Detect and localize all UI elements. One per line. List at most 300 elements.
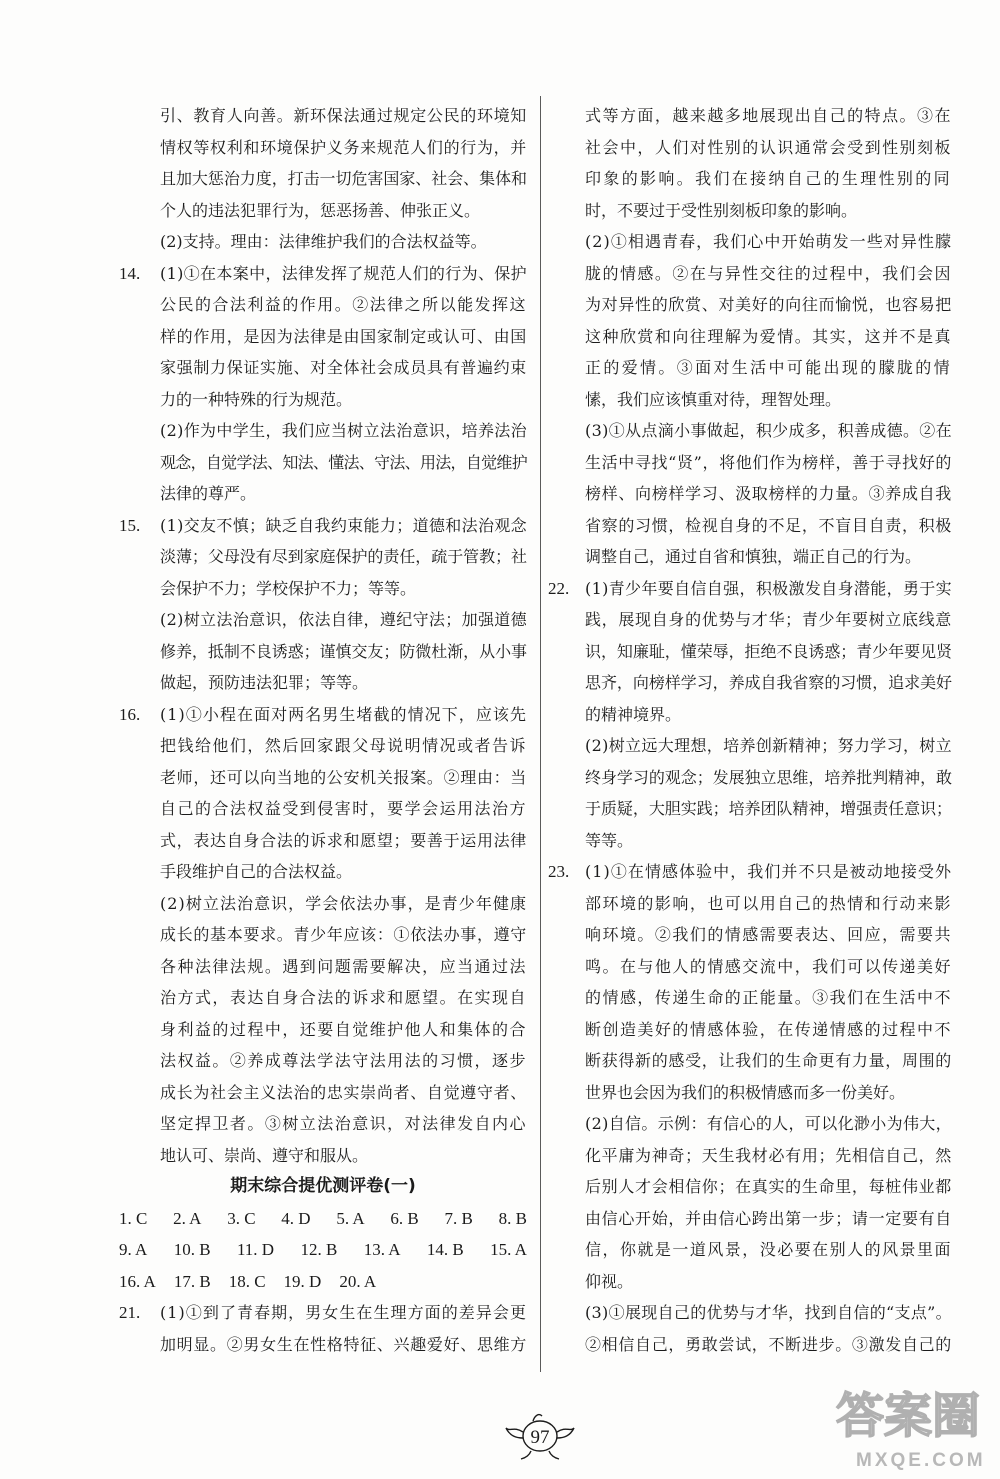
line-text-box [160,667,527,699]
line-text: (1)青少年要自信自强，积极激发自身潜能，勇于实 [585,578,952,598]
number-gutter [548,667,585,699]
number-gutter [548,1140,585,1172]
text-line [548,793,952,825]
number-gutter [548,951,585,983]
line-text-box [160,384,527,416]
text-line [119,825,527,857]
watermark-logo-text: 答案圈 [836,1388,981,1444]
line-text-box [585,289,952,321]
line-text: 地认可、崇尚、遵守和服从。 [160,1145,369,1165]
line-text-box [585,1329,952,1361]
line-text: 做起，预防违法犯罪；等等。 [160,673,369,692]
answer-item: 19. D [283,1271,322,1291]
text-line [119,258,527,290]
text-line [548,762,952,794]
answer-item: 18. C [228,1271,266,1291]
line-text-box [585,604,952,636]
line-text: 信，你就是一道风景，没必要在别人的风景里面 [585,1240,952,1259]
number-gutter [119,825,160,857]
text-line [548,1329,952,1361]
line-text-box [160,100,527,132]
line-text: 等等。 [585,830,634,850]
text-line [119,163,527,195]
answer-item: 11. D [236,1240,275,1259]
answer-paragraph [548,856,952,1108]
number-gutter [119,321,160,353]
line-text: 淡薄；父母没有尽到家庭保护的责任，疏于管教；社 [160,547,527,566]
line-text-box [160,1140,527,1172]
text-line [548,1014,952,1046]
line-text: (2)自信。示例：有信心的人，可以化渺小为伟大， [585,1114,952,1133]
answer-paragraph [548,1108,952,1297]
answer-paragraph [119,1297,527,1360]
line-text: 化平庸为神奇；天生我材必有用；先相信自己，然 [585,1145,952,1165]
number-gutter [548,919,585,951]
line-text-box [160,919,527,951]
line-text-box [585,510,952,542]
number-gutter [548,478,585,510]
line-text-box [160,888,527,920]
text-line [548,415,952,447]
number-gutter [548,258,585,290]
answer-item: 3. C [227,1208,256,1228]
answer-paragraph [548,1297,952,1360]
number-gutter [119,1329,160,1361]
line-text-box [160,415,527,447]
answer-paragraph [119,415,527,510]
text-line [119,352,527,384]
line-text-box [160,604,527,636]
line-text: (1)交友不慎；缺乏自我约束能力；道德和法治观念 [160,515,527,535]
text-line [548,604,952,636]
line-text: 生活中寻找“贤”，将他们作为榜样，善于寻找好的 [585,452,952,472]
number-gutter [119,856,160,888]
line-text: 老师，还可以向当地的公安机关报案。②理由：当 [160,767,527,787]
line-text-box [160,1329,527,1361]
text-line [119,510,527,542]
line-text-box [160,573,527,605]
text-line [548,1234,952,1266]
line-text-box [585,951,952,983]
line-text: 断获得新的感受，让我们的生命更有力量，周围的 [585,1051,952,1070]
text-line [119,289,527,321]
number-gutter [119,667,160,699]
answer-row [119,1234,527,1266]
number-gutter [119,163,160,195]
text-line [548,321,952,353]
answer-paragraph [119,258,527,416]
text-line [548,1077,952,1109]
line-text: (3)①从点滴小事做起，积少成多，积善成德。②在 [585,421,952,440]
number-gutter [548,793,585,825]
line-text-box [585,352,952,384]
text-line [119,1329,527,1361]
number-gutter [548,289,585,321]
number-gutter [119,478,160,510]
text-line [548,541,952,573]
line-text-box [585,447,952,479]
text-line [119,699,527,731]
number-gutter [548,352,585,384]
line-text: 公民的合法利益的作用。②法律之所以能发挥这 [160,295,527,314]
text-line [119,226,527,258]
line-text: 愫，我们应该慎重对待，理智处理。 [585,389,842,409]
answer-item: 4. D [281,1208,311,1228]
line-text: 坚定捍卫者。③树立法治意识，对法律发自内心 [160,1114,527,1133]
text-line [548,825,952,857]
answer-paragraph [548,100,952,226]
answer-item: 20. A [339,1271,377,1291]
number-gutter [119,982,160,1014]
line-text: (1)①在情感体验中，我们并不只是被动地接受外 [585,862,952,881]
answer-paragraph [548,415,952,573]
answer-item: 17. B [173,1271,211,1291]
line-text: 加明显。②男女生在性格特征、兴趣爱好、思维方 [160,1334,527,1354]
line-text-box [585,825,952,857]
number-gutter [119,951,160,983]
line-text: 把钱给他们，然后回家跟父母说明情况或者告诉 [160,736,527,755]
question-number: 16. [119,704,141,724]
line-text: (1)①在本案中，法律发挥了规范人们的行为、保护 [160,263,527,283]
number-gutter [548,1329,585,1361]
line-text-box [585,1171,952,1203]
number-gutter [119,100,160,132]
line-text-box [160,163,527,195]
line-text: (3)①展现自己的优势与才华，找到自信的“支点”。 [585,1303,952,1322]
line-text-box [585,100,952,132]
line-text: 榜样、向榜样学习、汲取榜样的力量。③养成自我 [585,484,952,503]
number-gutter [119,1108,160,1140]
answer-paragraph [119,888,527,1172]
text-line [548,1203,952,1235]
line-text: 响环境。②我们的情感需要表达、回应，需要共 [585,925,952,944]
line-text: 手段维护自己的合法权益。 [160,862,353,881]
number-gutter [119,1045,160,1077]
text-line [548,478,952,510]
line-text: 成长的基本要求。青少年应该：①依法办事，遵守 [160,925,527,944]
line-text: 为对异性的欣赏、对美好的向往而愉悦，也容易把 [585,295,952,314]
line-text-box [585,1203,952,1235]
line-text: (1)①小程在面对两名男生堵截的情况下，应该先 [160,704,527,724]
number-gutter [548,730,585,762]
text-line [119,478,527,510]
line-text-box [160,352,527,384]
line-text-box [160,982,527,1014]
text-line [548,888,952,920]
text-line [119,919,527,951]
text-line [119,100,527,132]
number-gutter [548,384,585,416]
number-gutter [548,1203,585,1235]
line-text-box [585,793,952,825]
number-gutter [548,195,585,227]
text-line [119,667,527,699]
line-text: 身利益的过程中，还要自觉维护他人和集体的合 [160,1019,527,1039]
line-text: 由信心开始，并由信心跨出第一步；请一定要有自 [585,1208,952,1228]
answer-paragraph [548,730,952,856]
line-text: 思齐，向榜样学习，养成自我省察的习惯，追求美好 [585,673,952,692]
line-text: 式，表达自身合法的诉求和愿望；要善于运用法律 [160,830,527,850]
text-line [119,132,527,164]
line-text-box [160,1014,527,1046]
number-gutter [548,1234,585,1266]
line-text-box [585,1108,952,1140]
answer-item: 13. A [363,1240,401,1259]
number-gutter [548,541,585,573]
line-text: 治方式，表达自身合法的诉求和愿望。在实现自 [160,988,527,1007]
text-line [119,888,527,920]
line-text: (2)树立远大理想，培养创新精神；努力学习，树立 [585,736,952,755]
number-gutter [119,919,160,951]
text-line [548,258,952,290]
line-text: (2)①相遇青春，我们心中开始萌发一些对异性朦 [585,232,952,251]
number-gutter [548,1108,585,1140]
text-line [548,195,952,227]
line-text-box [160,825,527,857]
number-gutter [548,163,585,195]
left-column [119,100,527,1360]
line-text-box [160,856,527,888]
line-text: 鸣。在与他人的情感交流中，我们可以传递美好 [585,956,952,976]
answer-paragraph [119,510,527,605]
line-text-box [160,289,527,321]
line-text: 法律的尊严。 [160,484,257,503]
line-text: 印象的影响。我们在接纳自己的生理性别的同 [585,169,952,188]
text-line [119,415,527,447]
answer-item: 8. B [498,1208,527,1228]
number-gutter [119,195,160,227]
number-gutter [548,636,585,668]
number-gutter [548,1077,585,1109]
line-text: 胧的情感。②在与异性交往的过程中，我们会因 [585,263,952,283]
line-text-box [160,541,527,573]
answer-item: 2. A [173,1208,202,1228]
number-gutter [119,132,160,164]
question-number: 15. [119,515,141,535]
line-text: (2)树立法治意识，依法自律，遵纪守法；加强道德 [160,610,527,629]
text-line [119,793,527,825]
text-line [548,1266,952,1298]
number-gutter [548,226,585,258]
line-text: (2)支持。理由：法律维护我们的合法权益等。 [160,232,487,251]
line-text: (2)树立法治意识，学会依法办事，是青少年健康 [160,893,527,913]
text-line [548,667,952,699]
line-text: 这种欣赏和向往理解为爱情。其实，这并不是真 [585,326,952,346]
line-text-box [585,1045,952,1077]
page-number-badge [500,1406,580,1464]
number-gutter [119,352,160,384]
answer-item: 12. B [300,1240,338,1259]
text-line [548,384,952,416]
line-text-box [585,1014,952,1046]
question-number: 23. [548,862,570,881]
line-text: 识，知廉耻，懂荣辱，拒绝不良诱惑；青少年要见贤 [585,641,952,661]
text-line [548,856,952,888]
line-text-box [585,573,952,605]
line-text: 法权益。②养成尊法学法守法用法的习惯，逐步 [160,1051,527,1070]
line-text-box [160,1045,527,1077]
text-line [119,573,527,605]
line-text-box [160,226,527,258]
text-line [548,919,952,951]
line-text: 个人的违法犯罪行为，惩恶扬善、伸张正义。 [160,200,481,220]
text-line [119,1108,527,1140]
answer-item: 16. A [119,1271,156,1291]
text-line [548,447,952,479]
line-text: 修养，抵制不良诱惑；谨慎交友；防微杜渐，从小事 [160,641,527,661]
section-heading: 期末综合提优测评卷(一) [230,1176,416,1196]
text-line [548,352,952,384]
line-text-box [585,1234,952,1266]
answer-paragraph [548,573,952,731]
answer-paragraph [119,226,527,258]
number-gutter [119,888,160,920]
text-line [548,510,952,542]
number-gutter [548,762,585,794]
line-text-box [585,1077,952,1109]
line-text: 世界也会因为我们的积极情感而多一份美好。 [585,1082,906,1102]
text-line [119,447,527,479]
text-line [119,1045,527,1077]
number-gutter [119,447,160,479]
text-line [548,226,952,258]
line-text-box [585,699,952,731]
line-text: 样的作用，是因为法律是由国家制定或认可、由国 [160,326,527,346]
text-line [119,541,527,573]
line-text-box [160,730,527,762]
line-text-box [160,636,527,668]
line-text: (2)作为中学生，我们应当树立法治意识，培养法治 [160,421,527,440]
answer-paragraph [548,226,952,415]
line-text-box [160,793,527,825]
text-line [548,132,952,164]
right-column [548,100,952,1360]
line-text-box [160,1108,527,1140]
line-text-box [585,226,952,258]
line-text: 调整自己，通过自省和慎独，端正自己的行为。 [585,547,922,566]
line-text-box [160,1297,527,1329]
text-line [119,604,527,636]
line-text: 会保护不力；学校保护不力；等等。 [160,578,417,598]
number-gutter [119,226,160,258]
text-line [119,1077,527,1109]
number-gutter [119,289,160,321]
text-line [548,1045,952,1077]
answer-item: 6. B [390,1208,419,1228]
number-gutter [548,1171,585,1203]
text-line [548,699,952,731]
line-text-box [585,258,952,290]
line-text-box [585,321,952,353]
line-text-box [160,951,527,983]
line-text: 后别人才会相信你；在真实的生命里，每桩伟业都 [585,1177,952,1196]
text-line [548,730,952,762]
text-line [119,951,527,983]
line-text-box [585,384,952,416]
line-text: 社会中，人们对性别的认识通常会受到性别刻板 [585,137,952,157]
answer-row [119,1266,527,1298]
answer-paragraph [119,699,527,888]
line-text-box [160,762,527,794]
line-text-box [160,447,527,479]
line-text-box [160,478,527,510]
watermark-domain: MXQE.COM [856,1450,986,1471]
number-gutter [548,1266,585,1298]
line-text: 观念，自觉学法、知法、懂法、守法、用法，自觉维护 [160,452,527,472]
line-text: 家强制力保证实施、对全体社会成员具有普遍约束 [160,358,527,377]
answer-item: 1. C [119,1208,148,1228]
line-text-box [585,541,952,573]
number-gutter [548,982,585,1014]
line-text-box [585,856,952,888]
text-line [548,163,952,195]
text-line [548,1297,952,1329]
number-gutter [548,415,585,447]
number-gutter [548,321,585,353]
line-text: 自己的合法权益受到侵害时，要学会运用法治方 [160,799,527,818]
line-text: 情权等权利和环境保护义务来规范人们的行为，并 [160,137,527,157]
line-text: 终身学习的观念；发展独立思维，培养批判精神，敢 [585,767,952,787]
number-gutter [119,636,160,668]
text-line [119,1140,527,1172]
number-gutter [119,384,160,416]
question-number: 14. [119,263,141,283]
text-line [119,384,527,416]
line-text-box [585,888,952,920]
number-gutter [548,100,585,132]
text-line [548,982,952,1014]
line-text-box [160,510,527,542]
line-text-box [585,636,952,668]
number-gutter [548,1014,585,1046]
line-text-box [160,195,527,227]
number-gutter [548,510,585,542]
line-text: 践，展现自身的优势与才华；青少年要树立底线意 [585,610,952,629]
line-text-box [160,132,527,164]
text-line [119,1297,527,1329]
line-text: 时，不要过于受性别刻板印象的影响。 [585,200,858,220]
number-gutter [119,415,160,447]
line-text: 成长为社会主义法治的忠实崇尚者、自觉遵守者、 [160,1082,527,1102]
line-text-box [160,699,527,731]
line-text: 正的爱情。③面对生活中可能出现的朦胧的情 [585,358,952,377]
text-line [548,1108,952,1140]
text-line [548,100,952,132]
number-gutter [119,793,160,825]
line-text: 于质疑，大胆实践；培养团队精神，增强责任意识； [585,799,952,818]
number-gutter [119,1014,160,1046]
text-line [119,982,527,1014]
answer-item: 15. A [490,1240,527,1259]
text-line [119,762,527,794]
number-gutter [548,825,585,857]
text-line [119,856,527,888]
line-text: 部环境的影响，也可以用自己的热情和行动来影 [585,893,952,913]
answer-item: 10. B [173,1240,211,1259]
text-line [548,951,952,983]
text-line [119,636,527,668]
line-text: 引、教育人向善。新环保法通过规定公民的环境知 [160,106,527,125]
line-text: ②相信自己，勇敢尝试，不断进步。③激发自己的 [585,1334,952,1354]
number-gutter [119,604,160,636]
line-text-box [585,1140,952,1172]
line-text: 断创造美好的情感体验，在传递情感的过程中不 [585,1019,952,1039]
line-text: 的情感，传递生命的正能量。③我们在生活中不 [585,988,952,1007]
line-text: 式等方面，越来越多地展现出自己的特点。③在 [585,106,952,125]
number-gutter [119,541,160,573]
answer-paragraph [119,100,527,226]
line-text: 各种法律法规。遇到问题需要解决，应当通过法 [160,956,527,976]
